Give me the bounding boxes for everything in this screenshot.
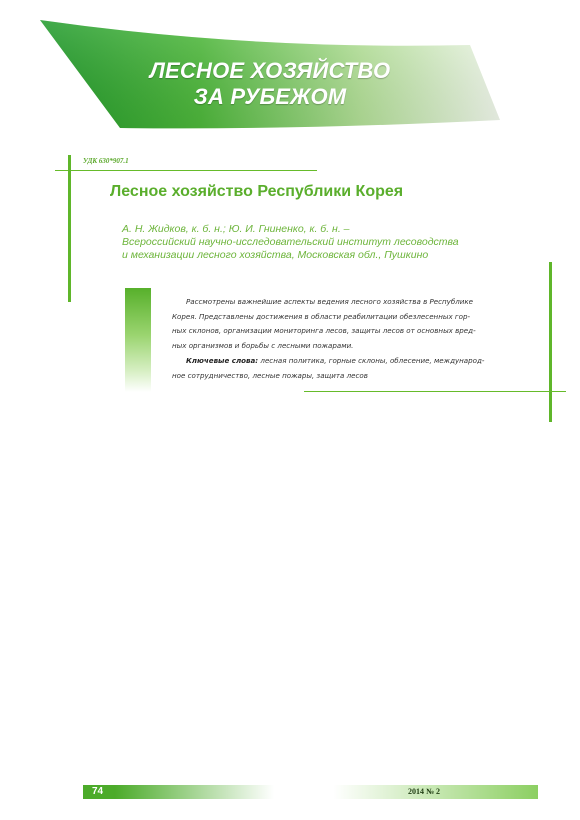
abstract-line: ных склонов, организации мониторинга лесов, защиты лесов от основных вред- bbox=[172, 326, 476, 336]
udk-code: УДК 630*907.1 bbox=[83, 157, 129, 165]
section-banner bbox=[0, 0, 580, 150]
abstract-accent-bar bbox=[125, 288, 151, 392]
section-title bbox=[140, 58, 400, 110]
affiliation-line: Всероссийский научно-исследовательский институт лесоводства bbox=[122, 236, 459, 248]
keywords-line: ное сотрудничество, лесные пожары, защита лесов bbox=[172, 370, 368, 380]
issue-label: 2014 № 2 bbox=[408, 787, 441, 796]
keywords-line bbox=[172, 354, 494, 369]
authors-block bbox=[122, 223, 522, 262]
abstract-line: ных организмов и борьбы с лесными пожарами. bbox=[172, 341, 354, 351]
keywords-label: Ключевые слова: bbox=[186, 355, 259, 365]
article-title: Лесное хозяйство Республики Корея bbox=[110, 183, 404, 200]
abstract-line: Рассмотрены важнейшие аспекты ведения лесного хозяйства в Республике bbox=[186, 297, 474, 306]
bottom-rule bbox=[304, 391, 566, 392]
right-vertical-bar bbox=[549, 262, 552, 422]
page-number: 74 bbox=[92, 786, 104, 797]
authors-line: А. Н. Жидков, к. б. н.; Ю. И. Гниненко, к. б. н. – bbox=[122, 223, 350, 235]
abstract-line: Корея. Представлены достижения в области реабилитации обезлесенных гор- bbox=[172, 311, 471, 321]
keywords-text: лесная политика, горные склоны, облесение, международ- bbox=[258, 355, 485, 365]
abstract bbox=[172, 295, 494, 383]
affiliation-line: и механизации лесного хозяйства, Московская обл., Пушкино bbox=[122, 249, 429, 261]
section-title-line1: ЛЕСНОЕ ХОЗЯЙСТВО bbox=[149, 58, 391, 83]
left-vertical-bar bbox=[68, 155, 71, 302]
footer-bar bbox=[83, 785, 538, 799]
top-rule bbox=[55, 170, 317, 171]
section-title-line2: ЗА РУБЕЖОМ bbox=[193, 84, 347, 109]
